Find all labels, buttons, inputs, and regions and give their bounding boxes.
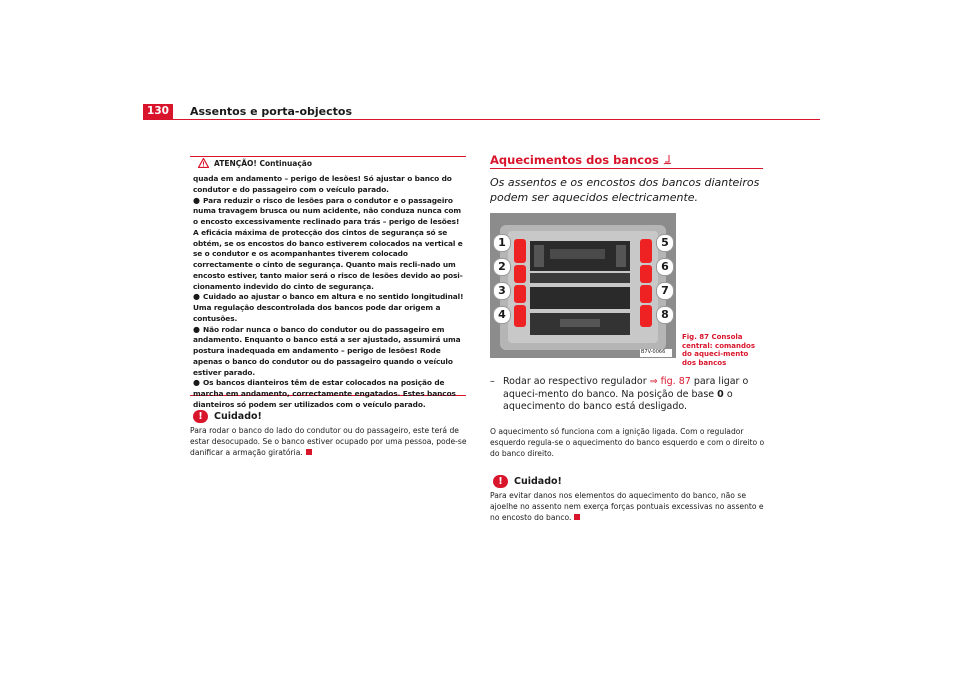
caution-icon: ! (493, 475, 508, 488)
caution-icon: ! (193, 410, 208, 423)
callout-5: 5 (656, 234, 674, 252)
warning-label: ATENÇÃO! Continuação (214, 158, 313, 168)
warning-bullet: ● Para reduzir o risco de lesões para o condutor e o passageiro numa travagem brusca ou num acidente, não conduza nunca com o encosto excessivamente reclinado para trás – perigo de lesões! A eficácia máxima de protecção dos cintos de segurança só se obtém, se os encostos do banco estiverem colocados na vertical e se o condutor e os acompanhantes tiverem colocado correctamente o cinto de segurança. Quanto mais recli-nado um encosto estiver, tanto maior será o risco de lesões devido ao posi-cionamento indevido do cinto de segurança. (193, 195, 463, 291)
photo-code: B7V-0066 (641, 349, 666, 355)
end-mark-icon (574, 514, 580, 520)
callout-1: 1 (493, 234, 511, 252)
caution-text-right: Para evitar danos nos elementos do aquecimento do banco, não se ajoelhe no assento nem exerça forças pontuais excessivas no assento e no encosto do banco. (490, 491, 764, 522)
figure-link[interactable]: ⇒ fig. 87 (649, 376, 691, 387)
seat-heating-icon (663, 154, 673, 166)
callout-6: 6 (656, 258, 674, 276)
caution-heading-right (493, 475, 562, 488)
header-title: Assentos e porta-objectos (190, 105, 353, 118)
warning-paragraph: quada em andamento – perigo de lesões! Só ajustar o banco do condutor e do passageiro com o veículo parado. (193, 174, 452, 194)
caution-heading-left (193, 410, 262, 423)
warning-header (198, 158, 312, 168)
warning-triangle-icon (198, 158, 209, 168)
console-photo (490, 213, 676, 358)
step-dash: – (490, 376, 495, 387)
caution-title: Cuidado! (214, 411, 262, 422)
note-text: O aquecimento só funciona com a ignição ligada. Com o regulador esquerdo regula-se o aquecimento do banco esquerdo e com o direito o do banco direito. (490, 427, 765, 458)
warning-bullet: ● Não rodar nunca o banco do condutor ou do passageiro em andamento. Enquanto o banco está a ser ajustado, assumirá uma postura inadequada em andamento – perigo de lesões! Rode apenas o banco do condutor ou do passageiro quando o veículo estiver parado. (193, 324, 461, 377)
page-number: 130 (143, 104, 173, 119)
warning-bullet: ● Cuidado ao ajustar o banco em altura e no sentido longitudinal! Uma regulação descontrolada dos bancos pode dar origem a contusões. (193, 292, 464, 323)
caution-title: Cuidado! (514, 476, 562, 487)
header-rule (143, 119, 820, 120)
callout-3: 3 (493, 282, 511, 300)
warning-bullet: ● Os bancos dianteiros têm de estar colocados na posição de marcha em andamento, correctamente engatados. Estes bancos dianteiros só podem ser utilizados com o veículo parado. (193, 378, 456, 409)
callout-8: 8 (656, 306, 674, 324)
warning-content (193, 174, 464, 411)
section-rule (490, 168, 763, 169)
end-mark-icon (306, 449, 312, 455)
section-title: Aquecimentos dos bancos (490, 153, 673, 167)
callout-4: 4 (493, 306, 511, 324)
callout-2: 2 (493, 258, 511, 276)
section-intro: Os assentos e os encostos dos bancos dianteiros podem ser aquecidos electricamente. (490, 176, 760, 204)
step-instruction: – Rodar ao respectivo regulador ⇒ fig. 87 para ligar o aqueci-mento do banco. Na posição de base 0 o aquecimento do banco está desligado. (490, 376, 749, 412)
caution-text-left: Para rodar o banco do lado do condutor ou do passageiro, este terá de estar desocupado. Se o banco estiver ocupado por uma pessoa, pode-se danificar a armação giratória. (190, 426, 467, 457)
callout-7: 7 (656, 282, 674, 300)
figure-caption: Fig. 87 Consola central: comandos do aqueci-mento dos bancos (682, 333, 755, 367)
